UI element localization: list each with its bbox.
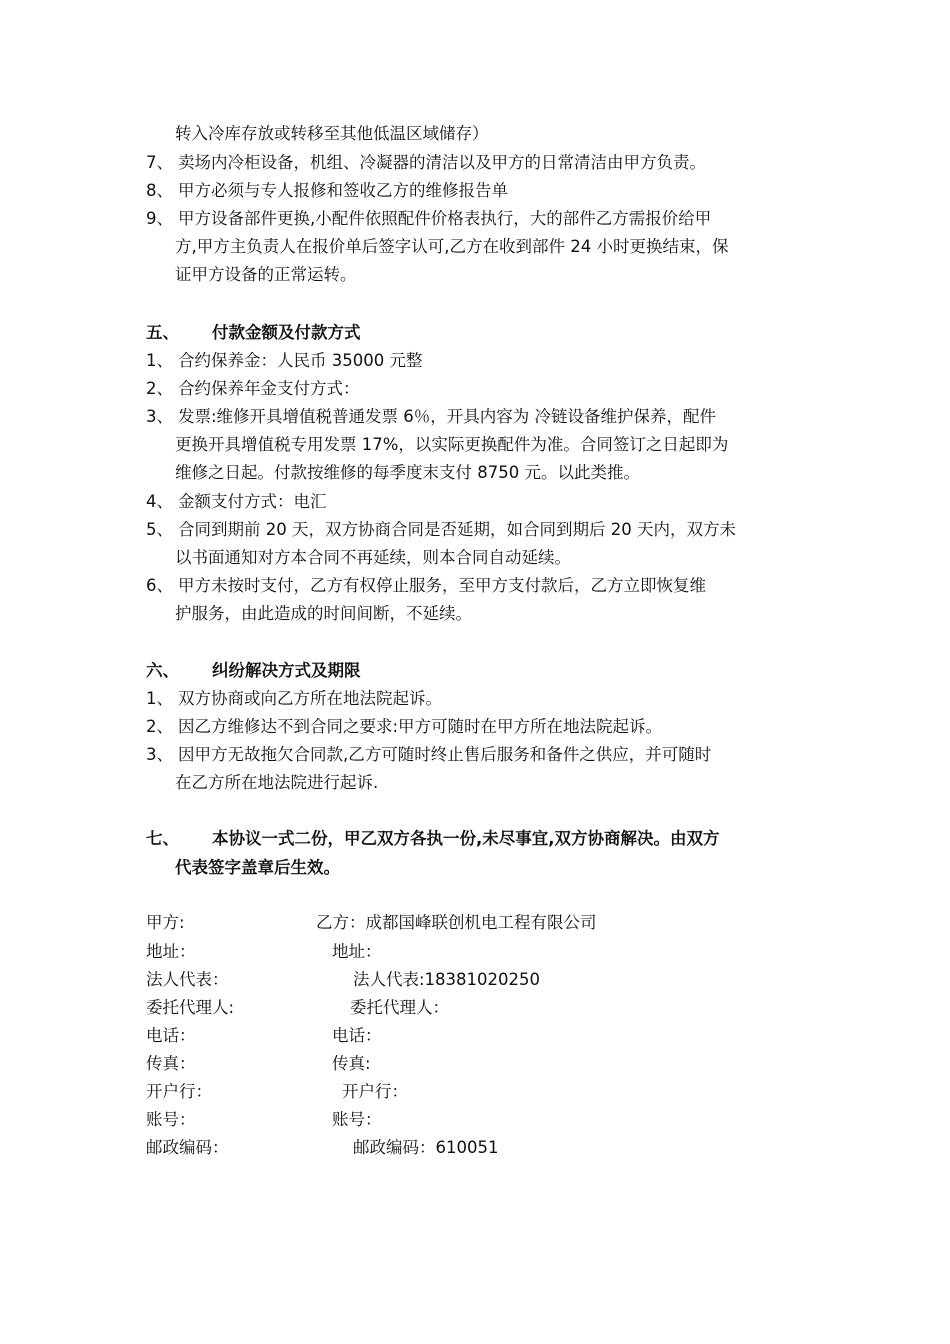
sec5-item-3-line-3: 维修之日起。付款按维修的每季度末支付 8750 元。以此类推。	[175, 463, 640, 482]
sec6-item-3-line-2: 在乙方所在地法院进行起诉.	[175, 773, 379, 792]
sec4-continuation-line: 转入冷库存放或转移至其他低温区域储存）	[175, 124, 489, 143]
item-number: 5、	[146, 520, 173, 539]
party-b-agent: 委托代理人：	[350, 998, 449, 1017]
party-a-account: 账号：	[146, 1110, 196, 1129]
item-text: 合约保养金：人民币 35000 元整	[178, 351, 423, 370]
item-text: 发票:维修开具增值税普通发票 6％，开具内容为 冷链设备维护保养，配件	[178, 407, 717, 426]
section-text: 本协议一式二份，甲乙双方各执一份,未尽事宜,双方协商解决。由双方	[212, 829, 720, 848]
item-number: 4、	[146, 492, 173, 511]
section-title: 付款金额及付款方式	[212, 323, 361, 342]
item-number: 1、	[146, 351, 173, 370]
party-b-postcode: 邮政编码：610051	[353, 1138, 499, 1157]
item-number: 6、	[146, 576, 173, 595]
item-number: 1、	[146, 689, 173, 708]
party-a-agent: 委托代理人:	[146, 998, 235, 1017]
item-number: 2、	[146, 717, 173, 736]
item-number: 3、	[146, 745, 173, 764]
item-text: 甲方设备部件更换,小配件依照配件价格表执行，大的部件乙方需报价给甲	[178, 209, 712, 228]
item-number: 2、	[146, 379, 173, 398]
party-a-postcode: 邮政编码：	[146, 1138, 229, 1157]
party-a-phone: 电话：	[146, 1026, 196, 1045]
sec5-item-6-line-2: 护服务，由此造成的时间间断，不延续。	[175, 604, 472, 623]
item-text: 甲方必须与专人报修和签收乙方的维修报告单	[178, 181, 508, 200]
section-title: 纠纷解决方式及期限	[212, 661, 361, 680]
section-number: 五、	[146, 323, 179, 342]
item-number: 3、	[146, 407, 173, 426]
party-a-address: 地址：	[146, 942, 196, 961]
sec4-item-9-line-2: 方,甲方主负责人在报价单后签字认可,乙方在收到部件 24 小时更换结束，保	[175, 237, 729, 256]
party-a-fax: 传真：	[146, 1054, 196, 1073]
item-text: 甲方未按时支付，乙方有权停止服务，至甲方支付款后，乙方立即恢复维	[178, 576, 706, 595]
item-text: 合同到期前 20 天，双方协商合同是否延期，如合同到期后 20 天内，双方未	[178, 520, 736, 539]
sec7-line-2: 代表签字盖章后生效。	[175, 858, 340, 877]
item-text: 因甲方无故拖欠合同款,乙方可随时终止售后服务和备件之供应，并可随时	[178, 745, 712, 764]
item-text: 因乙方维修达不到合同之要求:甲方可随时在甲方所在地法院起诉。	[178, 717, 663, 736]
party-a-bank: 开户行：	[146, 1082, 212, 1101]
item-number: 8、	[146, 181, 173, 200]
party-b-account: 账号：	[332, 1110, 382, 1129]
sec4-item-9-line-3: 证甲方设备的正常运转。	[175, 265, 357, 284]
section-number: 六、	[146, 661, 179, 680]
party-b-fax: 传真:	[332, 1054, 371, 1073]
item-text: 合约保养年金支付方式：	[178, 379, 360, 398]
party-b-phone: 电话：	[332, 1026, 382, 1045]
item-text: 金额支付方式：电汇	[178, 492, 327, 511]
sec5-item-3-line-2: 更换开具增值税专用发票 17%，以实际更换配件为准。合同签订之日起即为	[175, 435, 729, 454]
party-b-legal-rep: 法人代表:18381020250	[353, 970, 541, 989]
sec5-item-5-line-2: 以书面通知对方本合同不再延续，则本合同自动延续。	[175, 548, 571, 567]
party-b-label: 乙方：成都国峰联创机电工程有限公司	[316, 913, 597, 932]
party-a-label: 甲方:	[146, 913, 185, 932]
party-b-address: 地址：	[332, 942, 382, 961]
item-number: 7、	[146, 153, 173, 172]
party-b-bank: 开户行：	[342, 1082, 408, 1101]
item-number: 9、	[146, 209, 173, 228]
item-text: 双方协商或向乙方所在地法院起诉。	[178, 689, 442, 708]
party-a-legal-rep: 法人代表：	[146, 970, 229, 989]
item-text: 卖场内冷柜设备，机组、冷凝器的清洁以及甲方的日常清洁由甲方负责。	[178, 153, 706, 172]
section-number: 七、	[146, 829, 179, 848]
